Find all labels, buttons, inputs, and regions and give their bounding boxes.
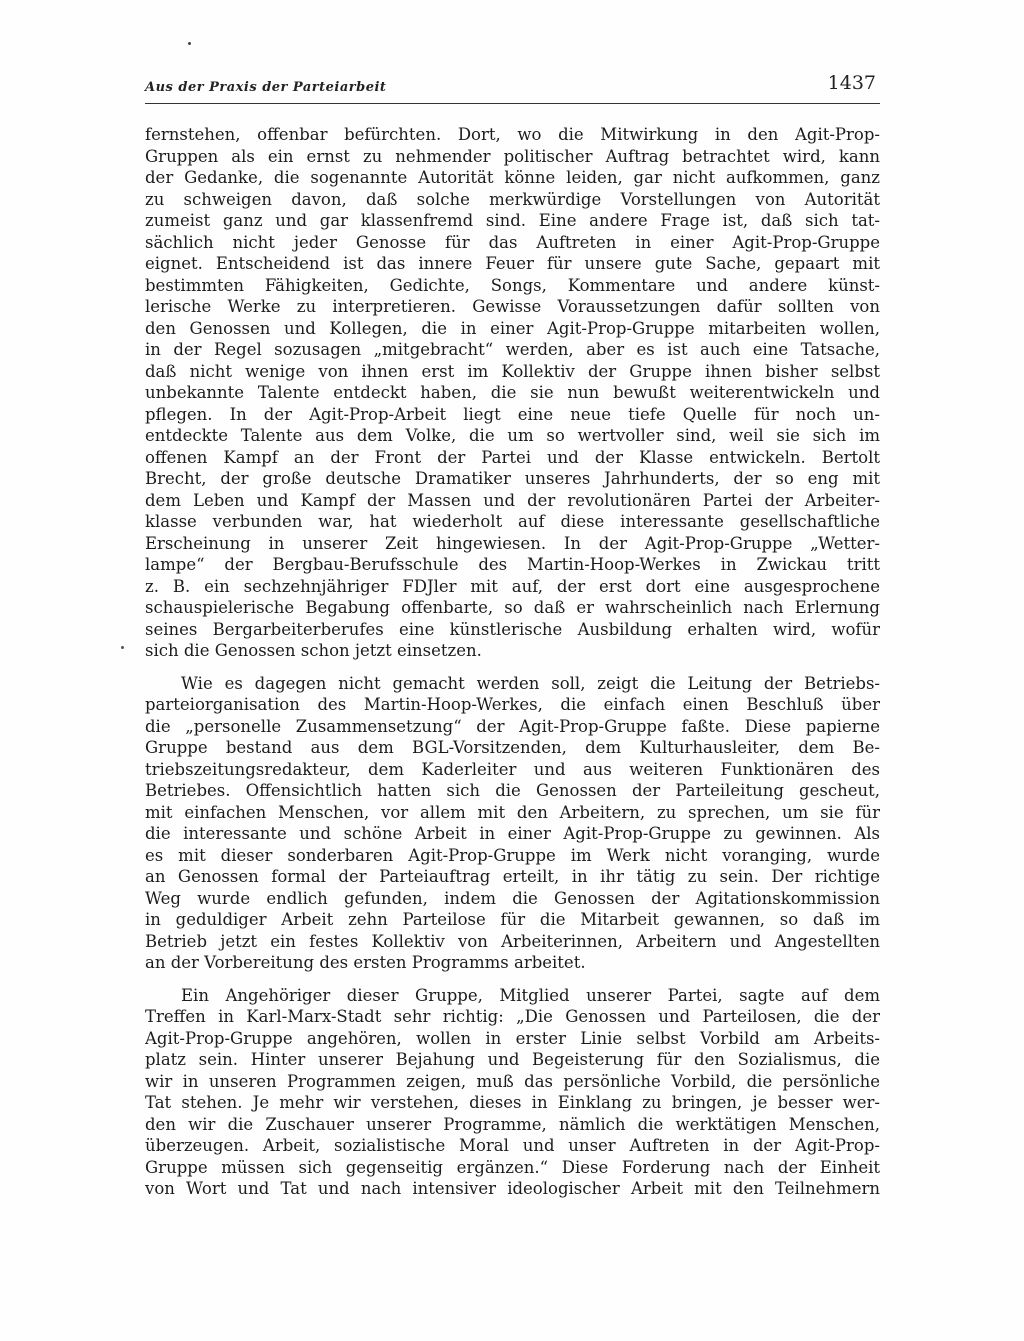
text-line: in der Regel sozusagen „mitgebracht“ werden, aber es ist auch eine Tatsache, (145, 340, 880, 359)
text-line: Wie es dagegen nicht gemacht werden soll, zeigt die Leitung der Betriebs- (181, 673, 880, 693)
text-line: die interessante und schöne Arbeit in einer Agit-Prop-Gruppe zu gewinnen. Als (145, 824, 880, 843)
text-line: klasse verbunden war, hat wiederholt auf diese interessante gesellschaftliche (145, 512, 880, 531)
scan-speck (188, 42, 191, 45)
page-header (145, 72, 880, 104)
text-line: schauspielerische Begabung offenbarte, so daß er wahrscheinlich nach Erlernung (145, 598, 880, 617)
text-line: offenen Kampf an der Front der Partei und der Klasse entwickeln. Bertolt (145, 447, 880, 467)
text-line: sächlich nicht jeder Genosse für das Auftreten in einer Agit-Prop-Gruppe (145, 232, 880, 252)
text-line: triebszeitungsredakteur, dem Kaderleiter und aus weiteren Funktionären des (145, 759, 880, 779)
text-line: daß nicht wenige von ihnen erst im Kollektiv der Gruppe ihnen bisher selbst (145, 361, 880, 381)
text-line: z. B. ein sechzehnjähriger FDJler mit auf, der erst dort eine ausgesprochene (145, 576, 880, 596)
text-line: Tat stehen. Je mehr wir verstehen, dieses in Einklang zu bringen, je besser wer- (145, 1093, 880, 1112)
text-line: in geduldiger Arbeit zehn Parteilose für die Mitarbeit gewannen, so daß im (145, 910, 880, 929)
text-line: fernstehen, offenbar befürchten. Dort, wo die Mitwirkung in den Agit-Prop- (145, 125, 880, 144)
text-line: mit einfachen Menschen, vor allem mit den Arbeitern, zu sprechen, um sie für (145, 802, 880, 822)
text-line: pflegen. In der Agit-Prop-Arbeit liegt eine neue tiefe Quelle für noch un- (145, 404, 880, 424)
text-line: wir in unseren Programmen zeigen, muß das persönliche Vorbild, die persönliche (145, 1071, 880, 1091)
paragraph (145, 124, 880, 662)
text-line: lerische Werke zu interpretieren. Gewisse Voraussetzungen dafür sollten von (145, 297, 880, 316)
text-line: Weg wurde endlich gefunden, indem die Genossen der Agitationskommission (145, 888, 880, 908)
running-head: Aus der Praxis der Parteiarbeit (145, 80, 387, 95)
text-line: Agit-Prop-Gruppe angehören, wollen in erster Linie selbst Vorbild am Arbeits- (145, 1028, 880, 1048)
text-line: an der Vorbereitung des ersten Programms arbeitet. (145, 953, 586, 972)
page-number: 1437 (827, 72, 876, 94)
text-line: Betrieb jetzt ein festes Kollektiv von Arbeiterinnen, Arbeitern und Angestellten (145, 931, 880, 951)
text-line: der Gedanke, die sogenannte Autorität könne leiden, gar nicht aufkommen, ganz (145, 168, 880, 187)
text-line: dem Leben und Kampf der Massen und der revolutionären Partei der Arbeiter- (145, 490, 880, 510)
text-line: den wir die Zuschauer unserer Programme, nämlich die werktätigen Menschen, (145, 1114, 880, 1134)
text-line: es mit dieser sonderbaren Agit-Prop-Gruppe im Werk nicht voranging, wurde (145, 845, 880, 865)
paragraph (145, 673, 880, 974)
text-line: überzeugen. Arbeit, sozialistische Moral und unser Auftreten in der Agit-Prop- (145, 1136, 880, 1155)
body-text (145, 124, 880, 1200)
text-line: seines Bergarbeiterberufes eine künstlerische Ausbildung erhalten wird, wofür (145, 619, 880, 639)
text-line: entdeckte Talente aus dem Volke, die um so wertvoller sind, weil sie sich im (145, 426, 880, 445)
text-line: Erscheinung in unserer Zeit hingewiesen. In der Agit-Prop-Gruppe „Wetter- (145, 533, 880, 553)
text-line: Betriebes. Offensichtlich hatten sich die Genossen der Parteileitung gescheut, (145, 781, 880, 800)
text-line: den Genossen und Kollegen, die in einer Agit-Prop-Gruppe mitarbeiten wollen, (145, 318, 880, 338)
header-rule (145, 103, 880, 104)
text-line: an Genossen formal der Parteiauftrag erteilt, in ihr tätig zu sein. Der richtige (145, 867, 880, 886)
text-line: von Wort und Tat und nach intensiver ideologischer Arbeit mit den Teilnehmern (145, 1179, 880, 1198)
text-line: lampe“ der Bergbau-Berufsschule des Martin-Hoop-Werkes in Zwickau tritt (145, 555, 880, 574)
text-line: parteiorganisation des Martin-Hoop-Werkes, die einfach einen Beschluß über (145, 695, 880, 714)
text-line: die „personelle Zusammensetzung“ der Agit-Prop-Gruppe faßte. Diese papierne (145, 716, 880, 736)
text-line: sich die Genossen schon jetzt einsetzen. (145, 641, 482, 660)
text-line: Ein Angehöriger dieser Gruppe, Mitglied unserer Partei, sagte auf dem (181, 985, 880, 1005)
text-line: Gruppe bestand aus dem BGL-Vorsitzenden, dem Kulturhausleiter, dem Be- (145, 738, 880, 757)
text-line: eignet. Entscheidend ist das innere Feuer für unsere gute Sache, gepaart mit (145, 254, 880, 273)
paragraph (145, 985, 880, 1200)
text-line: Treffen in Karl-Marx-Stadt sehr richtig: „Die Genossen und Parteilosen, die der (145, 1007, 880, 1026)
text-line: zu schweigen davon, daß solche merkwürdige Vorstellungen von Autorität (145, 189, 880, 209)
text-line: Brecht, der große deutsche Dramatiker unseres Jahrhunderts, der so eng mit (145, 469, 880, 488)
text-line: platz sein. Hinter unserer Bejahung und Begeisterung für den Sozialismus, die (145, 1050, 880, 1069)
margin-mark (121, 646, 124, 649)
text-line: bestimmten Fähigkeiten, Gedichte, Songs, Kommentare und andere künst- (145, 275, 880, 295)
text-line: unbekannte Talente entdeckt haben, die sie nun bewußt weiterentwickeln und (145, 383, 880, 402)
text-line: Gruppe müssen sich gegenseitig ergänzen.“ Diese Forderung nach der Einheit (145, 1157, 880, 1177)
text-line: Gruppen als ein ernst zu nehmender politischer Auftrag betrachtet wird, kann (145, 146, 880, 166)
text-line: zumeist ganz und gar klassenfremd sind. Eine andere Frage ist, daß sich tat- (145, 211, 880, 230)
